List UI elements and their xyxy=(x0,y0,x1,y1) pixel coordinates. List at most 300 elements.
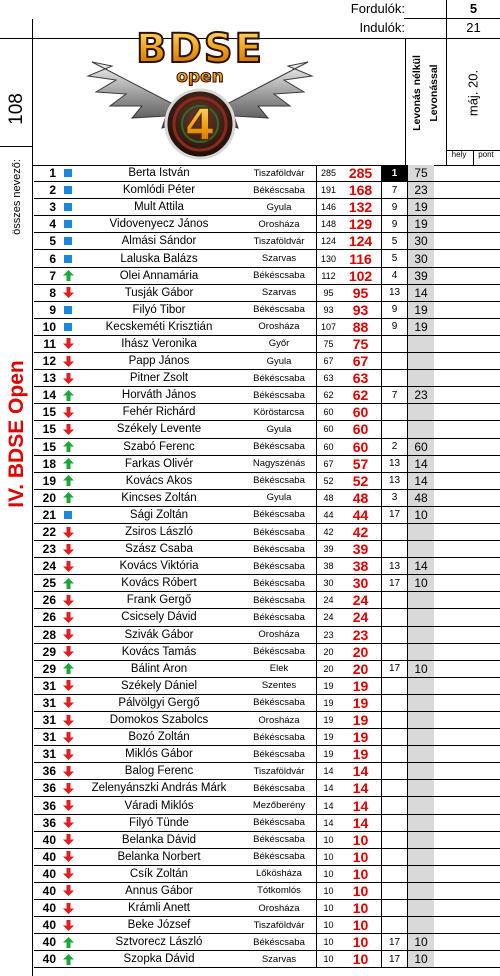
round-place xyxy=(381,815,407,831)
table-row xyxy=(34,199,500,216)
round-place xyxy=(381,883,407,899)
round-place: 9 xyxy=(381,319,407,335)
table-row xyxy=(34,763,500,780)
table-row xyxy=(34,165,500,182)
round-points: 19 xyxy=(407,319,434,335)
round-place: 1 xyxy=(381,165,407,181)
player-name: Ölei Annamária xyxy=(119,269,199,282)
round-points xyxy=(407,763,434,779)
table-row xyxy=(34,609,500,626)
player-name: Domokos Szabolcs xyxy=(109,714,209,727)
round-place xyxy=(381,592,407,608)
adjusted-score: 95 xyxy=(352,284,369,301)
adjusted-score: 57 xyxy=(352,455,369,472)
round-points xyxy=(407,609,434,625)
player-name: Miklós Gábor xyxy=(125,748,193,761)
raw-score: 38 xyxy=(316,558,340,574)
round-points xyxy=(407,917,434,933)
round-points: 60 xyxy=(407,439,434,455)
adjusted-score: 20 xyxy=(352,643,369,660)
unchanged-square-icon xyxy=(60,511,76,519)
player-city: Békéscsaba xyxy=(253,782,305,794)
player-name: Kincses Zoltán xyxy=(121,491,197,504)
adjusted-score: 10 xyxy=(352,865,369,882)
raw-score: 112 xyxy=(316,268,340,284)
round-place: 13 xyxy=(381,285,407,301)
round-points: 14 xyxy=(407,558,434,574)
table-row xyxy=(34,592,500,609)
player-city: Békéscsaba xyxy=(253,611,305,623)
table-row xyxy=(34,541,500,558)
adjusted-score: 285 xyxy=(348,165,373,182)
raw-score: 107 xyxy=(316,319,340,335)
adjusted-score: 23 xyxy=(352,626,369,643)
adjusted-score: 124 xyxy=(348,233,373,250)
table-row xyxy=(34,370,500,387)
round-points xyxy=(407,644,434,660)
round-place: 13 xyxy=(381,558,407,574)
adjusted-score: 88 xyxy=(352,318,369,335)
adjusted-score: 60 xyxy=(352,404,369,421)
round-place: 5 xyxy=(381,233,407,249)
raw-score: 39 xyxy=(316,541,340,557)
player-city: Győr xyxy=(268,338,290,350)
raw-score: 63 xyxy=(316,370,340,386)
player-name: Belanka Dávid xyxy=(121,833,197,846)
raw-score: 52 xyxy=(316,473,340,489)
arrow-down-icon xyxy=(60,646,76,657)
rank-cell: 25 xyxy=(42,576,56,591)
rank-cell: 29 xyxy=(42,661,56,676)
adjusted-score: 42 xyxy=(352,524,369,541)
player-city: Lőkösháza xyxy=(256,868,302,880)
player-city: Békéscsaba xyxy=(253,834,305,846)
player-name: Farkas Olivér xyxy=(124,457,194,470)
player-name: Bálint Áron xyxy=(130,662,188,675)
adjusted-score: 39 xyxy=(352,541,369,558)
round-points: 48 xyxy=(407,490,434,506)
player-city: Békéscsaba xyxy=(253,389,305,401)
table-row xyxy=(34,353,500,370)
arrow-down-icon xyxy=(60,851,76,862)
rank-cell: 22 xyxy=(42,525,56,540)
player-name: Szivák Gábor xyxy=(124,628,194,641)
player-name: Kecskeméti Krisztián xyxy=(105,320,213,333)
table-row xyxy=(34,456,500,473)
player-name: Almási Sándor xyxy=(121,235,197,248)
total-entries-label: összes nevező: xyxy=(10,159,23,235)
rank-cell: 1 xyxy=(49,166,56,181)
player-name: Annus Gábor xyxy=(125,884,193,897)
round-points: 23 xyxy=(407,182,434,198)
arrow-up-icon xyxy=(60,475,76,486)
adjusted-score: 19 xyxy=(352,694,369,711)
rank-cell: 6 xyxy=(49,251,56,266)
arrow-up-icon xyxy=(60,441,76,452)
round-place xyxy=(381,627,407,643)
raw-score: 60 xyxy=(316,404,340,420)
adjusted-score: 10 xyxy=(352,848,369,865)
player-name: Csík Zoltán xyxy=(129,867,189,880)
adjusted-score: 14 xyxy=(352,763,369,780)
round-points xyxy=(407,695,434,711)
arrow-down-icon xyxy=(60,800,76,811)
player-city: Békéscsaba xyxy=(253,936,305,948)
raw-score: 124 xyxy=(316,233,340,249)
raw-score: 146 xyxy=(316,199,340,215)
player-city: Békéscsaba xyxy=(253,817,305,829)
raw-score: 14 xyxy=(316,815,340,831)
raw-score: 95 xyxy=(316,285,340,301)
round-place xyxy=(381,336,407,352)
player-city: Elek xyxy=(269,663,289,675)
adjusted-score: 14 xyxy=(352,780,369,797)
rank-cell: 40 xyxy=(42,883,56,898)
rank-cell: 40 xyxy=(42,952,56,967)
round-place xyxy=(381,866,407,882)
player-name: Zelenyánszki András Márk xyxy=(91,782,227,795)
player-city: Orosháza xyxy=(258,902,300,914)
round-points: 14 xyxy=(407,285,434,301)
round-points: 14 xyxy=(407,456,434,472)
player-name: Szabó Ferenc xyxy=(123,440,195,453)
round-place: 7 xyxy=(381,387,407,403)
adjusted-score: 19 xyxy=(352,729,369,746)
table-row xyxy=(34,780,500,797)
round-place: 17 xyxy=(381,934,407,950)
arrow-down-icon xyxy=(60,868,76,879)
adjusted-score: 102 xyxy=(348,267,373,284)
player-city: Orosháza xyxy=(258,321,300,333)
table-row xyxy=(34,900,500,917)
round-place xyxy=(381,609,407,625)
adjusted-score: 60 xyxy=(352,438,369,455)
round-place: 17 xyxy=(381,951,407,967)
rank-cell: 15 xyxy=(42,439,56,454)
adjusted-score: 10 xyxy=(352,831,369,848)
raw-score: 75 xyxy=(316,336,340,352)
rank-cell: 19 xyxy=(42,473,56,488)
table-row xyxy=(34,558,500,575)
player-city: Tiszaföldvár xyxy=(253,167,305,179)
player-city: Mezőberény xyxy=(252,800,306,812)
round-points: 10 xyxy=(407,575,434,591)
raw-score: 67 xyxy=(316,353,340,369)
round-place xyxy=(381,797,407,813)
raw-score: 10 xyxy=(316,849,340,865)
player-name: Ihász Veronika xyxy=(121,337,197,350)
adjusted-score: 44 xyxy=(352,506,369,523)
rank-cell: 36 xyxy=(42,764,56,779)
rank-cell: 20 xyxy=(42,490,56,505)
raw-score: 20 xyxy=(316,661,340,677)
round-place xyxy=(381,780,407,796)
round-points xyxy=(407,336,434,352)
unchanged-square-icon xyxy=(60,203,76,211)
round-place xyxy=(381,524,407,540)
raw-score: 67 xyxy=(316,456,340,472)
adjusted-score: 168 xyxy=(348,182,373,199)
round-points: 19 xyxy=(407,199,434,215)
rank-cell: 36 xyxy=(42,798,56,813)
table-row xyxy=(34,934,500,951)
arrow-up-icon xyxy=(60,458,76,469)
table-row xyxy=(34,490,500,507)
round-points: 10 xyxy=(407,934,434,950)
round-points: 14 xyxy=(407,473,434,489)
round-place: 13 xyxy=(381,456,407,472)
rank-cell: 23 xyxy=(42,542,56,557)
round-points: 10 xyxy=(407,951,434,967)
table-row xyxy=(34,182,500,199)
player-name: Kovács Viktória xyxy=(119,560,199,573)
round-points: 39 xyxy=(407,268,434,284)
table-row xyxy=(34,250,500,267)
raw-score: 42 xyxy=(316,524,340,540)
raw-score: 93 xyxy=(316,302,340,318)
rank-cell: 31 xyxy=(42,713,56,728)
raw-score: 19 xyxy=(316,678,340,694)
rank-cell: 40 xyxy=(42,901,56,916)
adjusted-score: 30 xyxy=(352,575,369,592)
raw-score: 191 xyxy=(316,182,340,198)
raw-score: 14 xyxy=(316,797,340,813)
round-place xyxy=(381,421,407,437)
adjusted-score: 116 xyxy=(349,250,372,267)
round-place xyxy=(381,832,407,848)
player-city: Tiszaföldvár xyxy=(253,919,305,931)
divider xyxy=(405,38,406,165)
player-city: Békéscsaba xyxy=(253,731,305,743)
player-city: Szarvas xyxy=(261,253,297,265)
adjusted-score: 19 xyxy=(352,677,369,694)
rank-cell: 15 xyxy=(42,405,56,420)
rank-cell: 26 xyxy=(42,610,56,625)
rank-cell: 2 xyxy=(49,183,56,198)
raw-score: 24 xyxy=(316,609,340,625)
round-place: 5 xyxy=(381,250,407,266)
adjusted-score: 75 xyxy=(352,335,369,352)
rank-cell: 31 xyxy=(42,730,56,745)
player-name: Kovács Róbert xyxy=(121,577,197,590)
table-row xyxy=(34,575,500,592)
table-row xyxy=(34,439,500,456)
round-place: 9 xyxy=(381,302,407,318)
raw-score: 19 xyxy=(316,712,340,728)
arrow-down-icon xyxy=(60,287,76,298)
raw-score: 19 xyxy=(316,729,340,745)
player-city: Gyula xyxy=(266,355,292,367)
arrow-down-icon xyxy=(60,766,76,777)
rank-cell: 7 xyxy=(49,268,56,283)
adjusted-score: 60 xyxy=(352,421,369,438)
player-name: Pálvölgyi Gergő xyxy=(118,696,200,709)
adjusted-score: 14 xyxy=(352,814,369,831)
player-city: Békéscsaba xyxy=(253,646,305,658)
standings-table xyxy=(34,165,500,968)
adjusted-score: 48 xyxy=(352,489,369,506)
arrow-down-icon xyxy=(60,920,76,931)
rank-cell: 3 xyxy=(49,200,56,215)
player-name: Berta István xyxy=(128,167,190,180)
player-city: Békéscsaba xyxy=(253,475,305,487)
adjusted-score: 93 xyxy=(352,301,369,318)
entrants-value: 21 xyxy=(466,20,481,35)
round-place: 17 xyxy=(381,507,407,523)
raw-score: 19 xyxy=(316,746,340,762)
unchanged-square-icon xyxy=(60,306,76,314)
round-points xyxy=(407,627,434,643)
player-name: Bozó Zoltán xyxy=(128,731,190,744)
table-row xyxy=(34,336,500,353)
player-city: Békéscsaba xyxy=(253,304,305,316)
arrow-up-icon xyxy=(60,663,76,674)
rank-cell: 10 xyxy=(42,319,56,334)
table-row xyxy=(34,695,500,712)
round-points: 23 xyxy=(407,387,434,403)
player-name: Filyó Tibor xyxy=(132,303,186,316)
table-row xyxy=(34,473,500,490)
raw-score: 30 xyxy=(316,575,340,591)
divider xyxy=(0,146,33,147)
round-points xyxy=(407,712,434,728)
arrow-down-icon xyxy=(60,715,76,726)
table-row xyxy=(34,644,500,661)
player-city: Gyula xyxy=(266,423,292,435)
player-city: Köröstarcsa xyxy=(253,406,305,418)
score-header: Levonással xyxy=(428,64,440,122)
round-place xyxy=(381,404,407,420)
round-place xyxy=(381,712,407,728)
adjusted-score: 10 xyxy=(352,917,369,934)
table-row xyxy=(34,712,500,729)
left-sidebar xyxy=(0,19,33,976)
player-name: Szopka Dávid xyxy=(123,953,195,966)
arrow-down-icon xyxy=(60,373,76,384)
points-header: pont xyxy=(478,150,494,159)
rank-cell: 40 xyxy=(42,849,56,864)
round-points: 10 xyxy=(407,507,434,523)
round-place xyxy=(381,541,407,557)
round-place: 17 xyxy=(381,575,407,591)
round-place xyxy=(381,849,407,865)
arrow-down-icon xyxy=(60,356,76,367)
player-city: Békéscsaba xyxy=(253,851,305,863)
arrow-up-icon xyxy=(60,390,76,401)
rank-cell: 18 xyxy=(42,456,56,471)
raw-score: 10 xyxy=(316,917,340,933)
round-points xyxy=(407,370,434,386)
player-city: Tiszaföldvár xyxy=(253,235,305,247)
raw-score: 60 xyxy=(316,439,340,455)
table-row xyxy=(34,216,500,233)
table-row xyxy=(34,797,500,814)
player-city: Békéscsaba xyxy=(253,748,305,760)
round-points xyxy=(407,900,434,916)
arrow-down-icon xyxy=(60,407,76,418)
player-name: Mult Attila xyxy=(134,201,184,214)
player-city: Tiszaföldvár xyxy=(253,765,305,777)
table-row xyxy=(34,387,500,404)
player-city: Békéscsaba xyxy=(253,577,305,589)
player-name: Komlódi Péter xyxy=(122,184,196,197)
adjusted-score: 67 xyxy=(352,353,369,370)
round-place xyxy=(381,917,407,933)
arrow-down-icon xyxy=(60,424,76,435)
round-points xyxy=(407,421,434,437)
arrow-down-icon xyxy=(60,544,76,555)
round-place: 13 xyxy=(381,473,407,489)
event-title: IV. BDSE Open xyxy=(4,360,28,508)
rank-cell: 12 xyxy=(42,354,56,369)
player-name: Csicsely Dávid xyxy=(121,611,197,624)
rounds-label: Fordulók: xyxy=(350,1,405,16)
player-name: Pitner Zsolt xyxy=(129,372,189,385)
round-points xyxy=(407,524,434,540)
divider xyxy=(446,0,447,38)
unchanged-square-icon xyxy=(60,323,76,331)
raw-score: 10 xyxy=(316,883,340,899)
round-date-header: máj. 20. xyxy=(465,69,481,117)
round-place xyxy=(381,729,407,745)
round-place xyxy=(381,900,407,916)
round-points: 19 xyxy=(407,302,434,318)
player-name: Laluska Balázs xyxy=(120,252,198,265)
round-place: 7 xyxy=(381,182,407,198)
arrow-up-icon xyxy=(60,492,76,503)
unchanged-square-icon xyxy=(60,220,76,228)
table-row xyxy=(34,524,500,541)
round-points xyxy=(407,815,434,831)
round-points xyxy=(407,832,434,848)
adjusted-score: 132 xyxy=(348,199,373,216)
place-header: hely xyxy=(451,150,467,159)
adjusted-score: 10 xyxy=(352,882,369,899)
adjusted-score: 10 xyxy=(352,900,369,917)
rank-cell: 14 xyxy=(42,388,56,403)
raw-score: 148 xyxy=(316,216,340,232)
arrow-down-icon xyxy=(60,783,76,794)
player-city: Békéscsaba xyxy=(253,697,305,709)
arrow-down-icon xyxy=(60,903,76,914)
entrants-label: Indulók: xyxy=(359,20,405,35)
player-city: Békéscsaba xyxy=(253,594,305,606)
raw-score: 10 xyxy=(316,832,340,848)
adjusted-score: 10 xyxy=(352,951,369,968)
round-place xyxy=(381,746,407,762)
table-row xyxy=(34,404,500,421)
adjusted-score: 38 xyxy=(352,558,369,575)
player-city: Békéscsaba xyxy=(253,270,305,282)
player-city: Békéscsaba xyxy=(253,509,305,521)
arrow-down-icon xyxy=(60,595,76,606)
player-name: Belanka Norbert xyxy=(117,850,201,863)
round-place xyxy=(381,678,407,694)
raw-score: 20 xyxy=(316,644,340,660)
svg-text:open: open xyxy=(176,67,224,87)
table-row xyxy=(34,507,500,524)
raw-score-header: Levonás nélkül xyxy=(411,55,423,131)
rank-cell: 28 xyxy=(42,627,56,642)
table-row xyxy=(34,302,500,319)
round-points xyxy=(407,849,434,865)
rank-cell: 11 xyxy=(43,336,56,351)
round-points xyxy=(407,678,434,694)
arrow-down-icon xyxy=(60,527,76,538)
player-name: Székely Dániel xyxy=(120,679,198,692)
raw-score: 48 xyxy=(316,490,340,506)
divider xyxy=(446,38,447,165)
